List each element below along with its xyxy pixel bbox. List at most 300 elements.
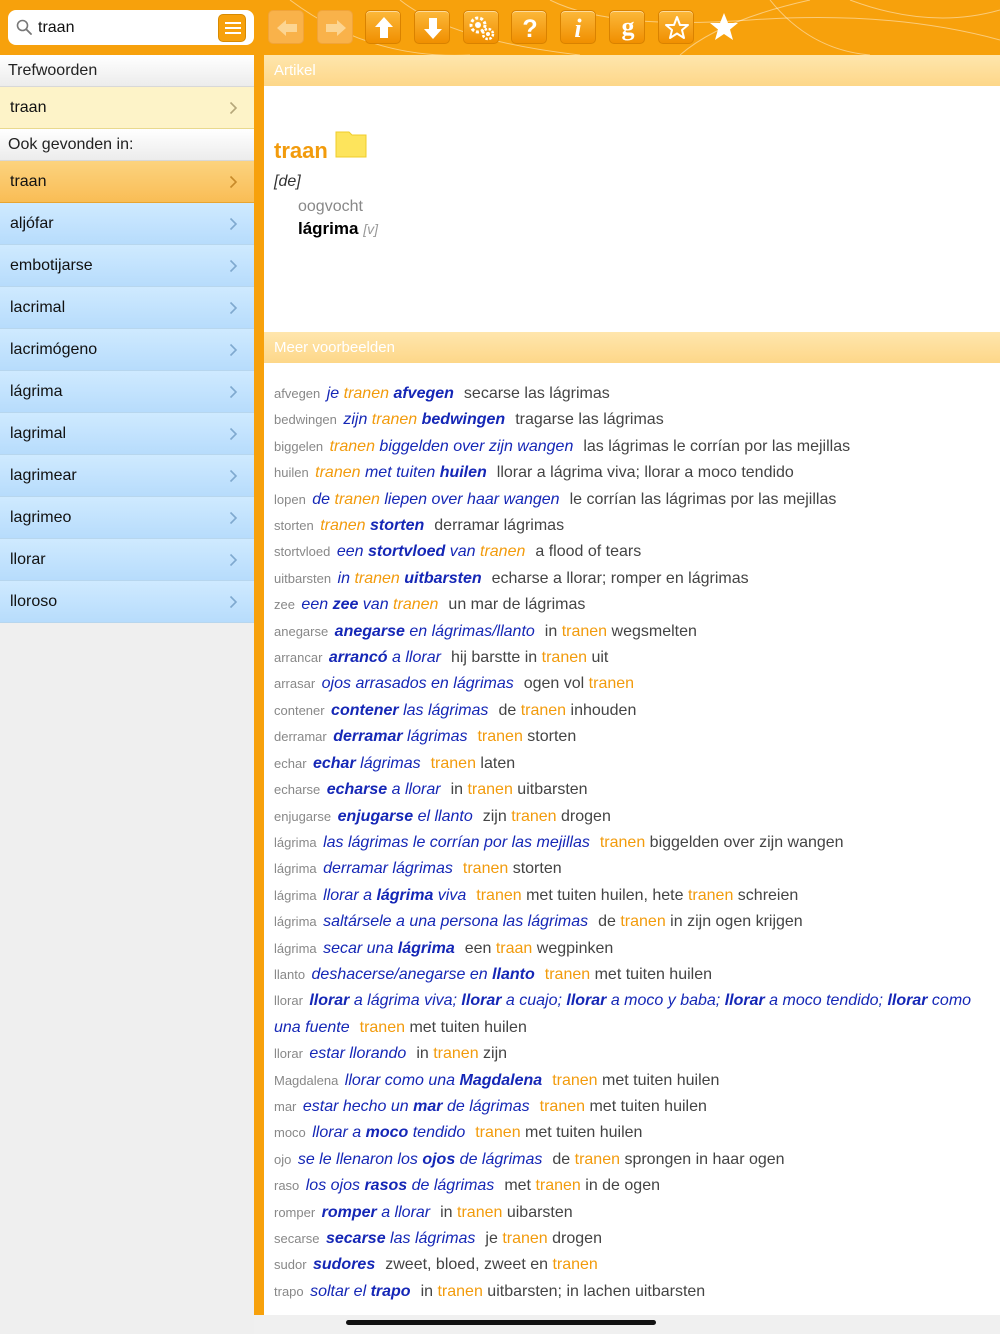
example-highlight: tranen	[535, 1177, 581, 1195]
example-source	[323, 940, 455, 957]
example-translation	[498, 702, 636, 719]
example-translation	[385, 1256, 598, 1273]
example-translation	[464, 385, 610, 402]
found-item-label: lacrimal	[10, 299, 66, 316]
example-text: laten	[475, 754, 516, 772]
example-emphasis: llorar	[309, 992, 350, 1010]
example-keyword[interactable]: derramar	[274, 729, 327, 745]
example-emphasis: moco	[365, 1124, 409, 1142]
example-emphasis: Magdalena	[459, 1071, 543, 1089]
found-item-label: traan	[10, 173, 47, 190]
example-keyword[interactable]: echar	[274, 755, 307, 771]
example-translation	[552, 1151, 784, 1168]
g-button[interactable]	[609, 10, 645, 44]
example-source	[333, 728, 467, 745]
example-text: met tuiten	[360, 464, 440, 482]
keywords-header: Trefwoorden	[0, 55, 254, 87]
chevron-right-icon	[229, 427, 238, 441]
example-text: met tuiten huilen	[597, 1071, 720, 1089]
example-text: wegsmelten	[607, 622, 697, 640]
example-row	[274, 777, 990, 803]
example-keyword[interactable]: llanto	[274, 966, 306, 982]
example-text: de	[312, 490, 335, 508]
example-keyword[interactable]: romper	[274, 1204, 316, 1220]
down-arrow-icon	[415, 11, 451, 45]
chevron-right-icon	[229, 217, 238, 231]
example-keyword[interactable]: arrasar	[274, 676, 316, 692]
note-icon[interactable]	[335, 131, 367, 158]
example-translation	[600, 834, 844, 851]
found-item[interactable]	[0, 413, 254, 455]
example-keyword[interactable]: llorar	[274, 1046, 303, 1062]
example-emphasis: zee	[332, 596, 359, 614]
example-translation	[476, 887, 798, 904]
headword: traan	[274, 138, 328, 163]
example-row	[274, 1120, 990, 1146]
example-translation	[540, 1098, 707, 1115]
search-icon	[16, 19, 32, 35]
example-emphasis: enjugarse	[337, 807, 414, 825]
example-highlight: tranen	[475, 1124, 521, 1142]
example-source	[322, 675, 514, 692]
example-highlight: tranen	[457, 1203, 503, 1221]
example-keyword[interactable]: contener	[274, 702, 325, 718]
chevron-right-icon	[229, 175, 238, 189]
found-item[interactable]	[0, 581, 254, 623]
example-highlight: tranen	[561, 622, 608, 640]
example-source	[323, 834, 590, 851]
example-row	[274, 751, 990, 777]
example-keyword[interactable]: Magdalena	[274, 1072, 339, 1088]
example-keyword[interactable]: enjugarse	[274, 808, 332, 824]
example-text: uitbarsten	[512, 781, 588, 799]
example-source	[331, 702, 488, 719]
example-text: a lágrima viva;	[349, 992, 462, 1010]
translation-word: lágrima	[298, 219, 359, 238]
example-highlight: tranen	[511, 807, 557, 825]
example-row	[274, 1173, 990, 1199]
example-source	[303, 1098, 530, 1115]
example-emphasis: ojos	[422, 1150, 456, 1168]
example-highlight: tranen	[599, 833, 646, 851]
example-text: met tuiten huilen, hete	[521, 886, 688, 904]
example-source	[343, 411, 505, 428]
example-translation	[583, 438, 850, 455]
example-translation	[465, 940, 614, 957]
example-row	[274, 566, 990, 592]
example-keyword[interactable]: bedwingen	[274, 412, 337, 428]
example-translation	[451, 649, 608, 666]
example-text: storten	[522, 728, 577, 746]
example-row	[274, 671, 990, 697]
example-text: in	[440, 1203, 458, 1221]
example-translation	[497, 464, 794, 481]
settings-button[interactable]	[463, 10, 499, 44]
example-keyword[interactable]: raso	[274, 1178, 300, 1194]
example-text: in	[544, 622, 562, 640]
example-emphasis: llorar	[724, 992, 765, 1010]
example-text: storten	[508, 860, 562, 878]
example-keyword[interactable]: ojo	[274, 1151, 292, 1167]
example-text: echarse a llorar; romper en lágrimas	[491, 569, 749, 587]
found-item[interactable]	[0, 245, 254, 287]
example-translation	[545, 966, 712, 983]
example-text: een	[301, 596, 333, 614]
example-text: estar hecho un	[302, 1097, 414, 1115]
found-item[interactable]	[0, 371, 254, 413]
example-source	[335, 623, 535, 640]
example-row	[274, 1041, 990, 1067]
example-keyword[interactable]: stortvloed	[274, 544, 331, 560]
chevron-right-icon	[229, 511, 238, 525]
example-source	[338, 570, 482, 587]
example-keyword[interactable]: sudor	[274, 1257, 307, 1273]
example-row	[274, 645, 990, 671]
example-translation	[492, 570, 749, 587]
example-row	[274, 988, 990, 1041]
example-translation	[416, 1045, 507, 1062]
example-highlight: tranen	[476, 886, 522, 904]
example-text: las lágrimas	[398, 701, 489, 719]
translation	[298, 219, 378, 239]
example-highlight: tranen	[480, 543, 526, 561]
example-text: los ojos	[305, 1177, 365, 1195]
info-icon	[561, 11, 597, 45]
list-button[interactable]	[218, 14, 246, 42]
found-item-label: lloroso	[10, 593, 58, 610]
example-emphasis: romper	[321, 1203, 377, 1221]
example-translation	[475, 1124, 642, 1141]
found-in-header: Ook gevonden in:	[0, 129, 254, 161]
example-source	[337, 543, 526, 560]
chevron-right-icon	[229, 469, 238, 483]
example-translation	[515, 411, 664, 428]
example-text: in	[416, 1045, 434, 1063]
example-translation	[451, 781, 588, 798]
example-text: drogen	[547, 1230, 602, 1247]
example-row	[274, 1147, 990, 1173]
example-text: van	[358, 596, 394, 614]
example-text: in	[420, 1282, 438, 1300]
example-text: a llorar	[387, 649, 441, 667]
example-keyword[interactable]: afvegen	[274, 386, 321, 401]
example-translation	[477, 728, 576, 745]
example-text: llorar a lágrima viva; llorar a moco tendido	[496, 464, 794, 482]
example-text: in zijn ogen krijgen	[665, 913, 803, 931]
example-text: schreien	[733, 886, 799, 904]
example-source	[345, 1072, 542, 1089]
example-source	[320, 517, 424, 534]
info-button[interactable]	[560, 10, 596, 44]
example-translation	[483, 808, 611, 825]
example-text: in	[450, 781, 468, 799]
example-translation	[552, 1072, 719, 1089]
keyword-item-label: traan	[10, 99, 47, 116]
example-translation	[504, 1177, 660, 1194]
example-highlight: tranen	[541, 649, 588, 667]
chevron-right-icon	[229, 301, 238, 315]
example-text: tendido	[408, 1124, 466, 1142]
found-item[interactable]	[0, 203, 254, 245]
example-row	[274, 460, 990, 486]
example-text: deshacerse/anegarse en	[311, 965, 493, 983]
example-text: el llanto	[413, 807, 473, 825]
example-keyword[interactable]: secarse	[274, 1231, 320, 1246]
example-translation	[448, 596, 585, 613]
example-emphasis: echar	[312, 754, 356, 772]
back-icon	[269, 11, 305, 45]
back-button[interactable]	[268, 10, 304, 44]
example-text: van	[445, 543, 480, 561]
example-row	[274, 407, 990, 433]
example-translation	[440, 1204, 573, 1221]
example-text: zijn	[343, 411, 372, 429]
star-outline-icon	[659, 11, 695, 45]
example-source	[313, 755, 421, 772]
example-keyword[interactable]: mar	[274, 1098, 297, 1114]
example-emphasis: secarse	[325, 1230, 386, 1247]
example-text: secar una	[323, 939, 398, 957]
example-source	[326, 1230, 475, 1247]
example-text: in	[337, 569, 355, 587]
list-icon-line	[225, 32, 241, 34]
example-text: lágrimas	[355, 754, 421, 772]
example-text: llorar a	[323, 886, 377, 904]
example-keyword[interactable]: lágrima	[274, 914, 317, 930]
example-keyword[interactable]: zee	[274, 597, 295, 613]
found-item[interactable]	[0, 455, 254, 497]
example-text: een	[464, 939, 496, 957]
example-text: zijn	[478, 1045, 508, 1063]
example-highlight: tranen	[467, 781, 513, 799]
translation-gender: [v]	[363, 221, 378, 237]
example-text: llorar a	[312, 1124, 366, 1142]
help-button[interactable]	[511, 10, 547, 44]
example-highlight: tranen	[520, 701, 567, 719]
example-text: llorar como una	[344, 1071, 460, 1089]
example-highlight: tranen	[437, 1282, 483, 1300]
example-row	[274, 434, 990, 460]
example-emphasis: derramar	[333, 728, 403, 746]
example-text: soltar el	[310, 1282, 371, 1300]
example-keyword[interactable]: huilen	[274, 465, 309, 481]
example-keyword[interactable]: echarse	[274, 782, 321, 798]
g-icon	[610, 11, 646, 45]
example-text: de	[498, 701, 521, 719]
search-input[interactable]	[38, 14, 218, 41]
example-highlight: tranen	[462, 860, 509, 878]
found-item[interactable]	[0, 161, 254, 203]
example-source	[312, 966, 535, 983]
example-source	[313, 1256, 375, 1273]
found-item[interactable]	[0, 287, 254, 329]
example-translation	[598, 913, 803, 930]
example-text: met	[504, 1177, 536, 1195]
example-row	[274, 830, 990, 856]
gender-label: [de]	[274, 173, 301, 190]
example-row	[274, 592, 990, 618]
example-text: biggelden over zijn wangen	[645, 833, 844, 851]
example-emphasis: anegarse	[334, 622, 405, 640]
example-highlight: tranen	[552, 1071, 598, 1089]
example-text: met tuiten huilen	[520, 1124, 643, 1142]
g-glyph: g	[621, 12, 635, 41]
chevron-right-icon	[229, 259, 238, 273]
found-item-label: aljófar	[10, 215, 54, 232]
example-source	[312, 491, 559, 508]
example-highlight: tranen	[315, 464, 361, 482]
example-highlight: tranen	[588, 675, 635, 693]
example-source	[315, 464, 487, 481]
example-text: a llorar	[376, 1203, 431, 1221]
example-translation	[545, 623, 697, 640]
example-text: a cuajo;	[501, 992, 567, 1010]
example-text: met tuiten huilen	[585, 1097, 707, 1115]
forward-icon	[318, 11, 354, 45]
main-content	[264, 55, 1000, 1315]
example-text: de	[598, 913, 621, 931]
example-emphasis: trapo	[370, 1282, 411, 1300]
example-emphasis: llorar	[566, 992, 607, 1010]
example-text: lágrimas	[402, 728, 468, 746]
example-row	[274, 619, 990, 645]
example-text: een	[336, 543, 368, 561]
example-row	[274, 856, 990, 882]
search-box	[8, 10, 254, 45]
example-text: a moco tendido;	[764, 992, 888, 1010]
example-text: je	[326, 385, 344, 402]
example-highlight: tranen	[354, 569, 400, 587]
example-row	[274, 1279, 990, 1305]
example-keyword[interactable]: biggelen	[274, 438, 324, 454]
example-text: zijn	[482, 807, 512, 825]
example-text: secarse las lágrimas	[463, 385, 610, 402]
example-text: tragarse las lágrimas	[515, 411, 664, 429]
example-text: se le llenaron los	[297, 1150, 423, 1168]
example-translation	[485, 1230, 602, 1247]
example-emphasis: huilen	[439, 464, 487, 482]
add-favorite-button[interactable]	[658, 10, 694, 44]
example-keyword[interactable]: lopen	[274, 491, 306, 507]
example-highlight: tranen	[433, 1045, 479, 1063]
article-panel	[264, 86, 1000, 332]
example-text: viva	[433, 886, 467, 904]
previous-entry-button[interactable]	[365, 10, 401, 44]
example-text: las lágrimas le corrían por las mejillas	[583, 437, 851, 455]
example-row	[274, 909, 990, 935]
divider-bar	[254, 55, 264, 1315]
example-text: liepen over haar wangen	[379, 490, 560, 508]
example-source	[327, 781, 441, 798]
example-text: a llorar	[387, 781, 441, 799]
example-text: uitbarsten; in lachen uitbarsten	[482, 1282, 706, 1300]
example-row	[274, 539, 990, 565]
example-emphasis: llorar	[887, 992, 928, 1010]
example-row	[274, 513, 990, 539]
example-row	[274, 1094, 990, 1120]
example-keyword[interactable]: arrancar	[274, 650, 323, 666]
example-emphasis: rasos	[364, 1177, 408, 1195]
example-highlight: tranen	[320, 517, 366, 535]
example-keyword[interactable]: lágrima	[274, 834, 317, 850]
example-source	[330, 438, 574, 455]
example-emphasis: lágrima	[376, 886, 434, 904]
top-toolbar	[0, 0, 1000, 55]
example-text: a flood of tears	[535, 543, 642, 561]
example-keyword[interactable]: lágrima	[274, 887, 317, 903]
example-keyword[interactable]: storten	[274, 518, 314, 534]
example-emphasis: bedwingen	[421, 411, 506, 429]
forward-button[interactable]	[317, 10, 353, 44]
example-source	[306, 1177, 495, 1194]
gloss: oogvocht	[298, 198, 363, 215]
example-highlight: tranen	[687, 886, 734, 904]
example-keyword[interactable]: uitbarsten	[274, 570, 332, 586]
example-highlight: tranen	[539, 1097, 586, 1115]
examples-header: Meer voorbeelden	[264, 332, 1000, 363]
example-text: de lágrimas	[442, 1097, 530, 1115]
example-keyword[interactable]: lágrima	[274, 861, 317, 877]
example-source	[329, 649, 441, 666]
example-text: estar llorando	[309, 1045, 407, 1063]
found-item[interactable]	[0, 497, 254, 539]
example-highlight: tranen	[574, 1150, 620, 1168]
example-keyword[interactable]: llorar	[274, 993, 303, 1009]
example-text: como una fuente	[274, 992, 972, 1036]
example-text: hij barstte in	[450, 649, 542, 667]
sidebar	[0, 55, 254, 1334]
example-text: de lágrimas	[455, 1150, 543, 1168]
example-translation	[360, 1019, 527, 1036]
example-emphasis: llorar	[461, 992, 502, 1010]
example-highlight: tranen	[329, 437, 375, 455]
example-emphasis: storten	[370, 517, 425, 535]
example-source	[322, 1204, 430, 1221]
example-text: un mar de lágrimas	[448, 596, 586, 614]
example-text: uibarsten	[502, 1203, 573, 1221]
example-highlight: tranen	[620, 913, 666, 931]
example-highlight: tranen	[477, 728, 523, 746]
example-emphasis: echarse	[326, 781, 388, 799]
example-source	[323, 887, 466, 904]
example-text: biggelden over zijn wangen	[374, 437, 574, 455]
example-keyword[interactable]: moco	[274, 1125, 306, 1141]
info-glyph: i	[574, 14, 582, 43]
example-keyword[interactable]: trapo	[274, 1283, 304, 1299]
example-keyword[interactable]: anegarse	[274, 623, 329, 639]
found-item[interactable]	[0, 329, 254, 371]
example-text: ojos arrasados en lágrimas	[321, 675, 514, 693]
example-highlight: tranen	[430, 754, 476, 772]
found-item-label: llorar	[10, 551, 46, 568]
found-item[interactable]	[0, 539, 254, 581]
next-entry-button[interactable]	[414, 10, 450, 44]
list-icon	[225, 22, 241, 24]
example-highlight: tranen	[371, 411, 418, 429]
chevron-right-icon	[229, 343, 238, 357]
example-highlight: tranen	[544, 965, 591, 983]
example-text: met tuiten huilen	[590, 965, 713, 983]
example-translation	[421, 1283, 706, 1300]
example-source	[338, 808, 473, 825]
example-emphasis: sudores	[312, 1256, 376, 1274]
example-source	[310, 1283, 410, 1300]
example-text: zweet, bloed, zweet en	[385, 1256, 553, 1274]
example-text: je	[485, 1230, 503, 1247]
example-keyword[interactable]: lágrima	[274, 940, 317, 956]
keyword-item-traan[interactable]	[0, 87, 254, 129]
favorites-button[interactable]	[706, 10, 742, 44]
